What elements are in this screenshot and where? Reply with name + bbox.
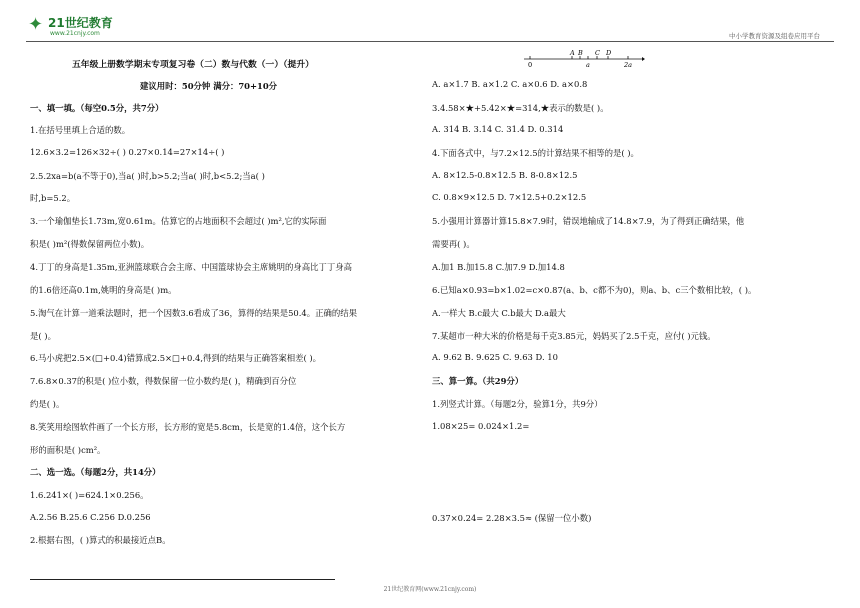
question-line: 2.根据右图，( )算式的积最接近点B。 bbox=[30, 535, 171, 545]
question-line: 5.小强用计算器计算15.8×7.9时，错误地输成了14.8×7.9，为了得到正确结果，他 bbox=[432, 216, 745, 226]
section-heading: 三、算一算。（共29分） bbox=[432, 376, 524, 386]
answer-options: A.2.56 B.25.6 C.256 D.0.256 bbox=[30, 512, 151, 522]
question-line: 时,b=5.2。 bbox=[30, 193, 76, 203]
point-label-a: A bbox=[570, 49, 575, 57]
point-label-c: C bbox=[595, 49, 600, 57]
question-line: 8.笑笑用绘图软件画了一个长方形，长方形的宽是5.8cm，长是宽的1.4倍，这个长方 bbox=[30, 422, 346, 432]
runner-logo-icon: ✦ bbox=[28, 14, 44, 35]
question-line: 12.6×3.2=126×32÷( ) 0.27×0.14=27×14÷( ) bbox=[30, 147, 225, 157]
logo-url: www.21cnjy.com bbox=[50, 30, 100, 37]
question-line: 1.6.241×( )=624.1×0.256。 bbox=[30, 490, 149, 500]
tick-label-zero: 0 bbox=[528, 61, 533, 68]
point-label-b: B bbox=[578, 49, 583, 57]
page-subtitle: 建议用时：50分钟 满分：70+10分 bbox=[140, 81, 278, 91]
tick-label-2a: 2a bbox=[624, 61, 633, 68]
question-line: 6.已知a×0.93=b×1.02=c×0.87(a、b、c都不为0)，则a、b、c三个数相比较，( )。 bbox=[432, 285, 757, 295]
answer-options: A.一样大 B.c最大 C.b最大 D.a最大 bbox=[432, 308, 566, 318]
question-line: 4.下面各式中，与7.2×12.5的计算结果不相等的是( )。 bbox=[432, 148, 639, 158]
calculation-line: 1.08×25= 0.024×1.2= bbox=[432, 421, 530, 431]
section-heading: 一、填一填。（每空0.5分，共7分） bbox=[30, 103, 164, 113]
answer-options: A. 314 B. 3.14 C. 31.4 D. 0.314 bbox=[432, 124, 564, 134]
tick-label-a: a bbox=[586, 61, 590, 68]
section-heading: 二、选一选。（每题2分，共14分） bbox=[30, 467, 161, 477]
logo-text: 21世纪教育 bbox=[48, 16, 113, 30]
calculation-line: 0.37×0.24= 2.28×3.5≈ (保留一位小数) bbox=[432, 513, 592, 523]
question-line: 3.一个瑜伽垫长1.73m,宽0.61m。估算它的占地面积不会超过( )m²,它的实际面 bbox=[30, 216, 327, 226]
question-line: 约是( )。 bbox=[30, 399, 65, 409]
question-line: 5.淘气在计算一道乘法题时，把一个因数3.6看成了36，算得的结果是50.4。正确的结果 bbox=[30, 308, 357, 318]
header-divider bbox=[26, 41, 834, 42]
question-line: 需要再( )。 bbox=[432, 239, 475, 249]
number-line-figure bbox=[520, 48, 645, 68]
question-line: 3.4.58×★+5.42×★=314,★表示的数是( )。 bbox=[432, 103, 609, 113]
question-line: 7.某超市一种大米的价格是每千克3.85元，妈妈买了2.5千克，应付( )元钱。 bbox=[432, 331, 716, 341]
question-line: 6.马小虎把2.5×(□+0.4)错算成2.5×□+0.4,得到的结果与正确答案相差( )。 bbox=[30, 353, 322, 363]
answer-options: C. 0.8×9×12.5 D. 7×12.5+0.2×12.5 bbox=[432, 192, 587, 202]
question-line: 形的面积是( )cm²。 bbox=[30, 445, 106, 455]
question-line: 1.列竖式计算。（每题2分，验算1分，共9分） bbox=[432, 399, 603, 409]
page-title: 五年级上册数学期末专项复习卷（二）数与代数（一）（提升） bbox=[72, 60, 314, 70]
footer-divider bbox=[30, 579, 335, 580]
question-line: 7.6.8×0.37的积是( )位小数，得数保留一位小数约是( )，精确到百分位 bbox=[30, 376, 297, 386]
logo bbox=[28, 12, 114, 40]
question-line: 是( )。 bbox=[30, 331, 56, 341]
answer-options: A. 9.62 B. 9.625 C. 9.63 D. 10 bbox=[432, 352, 558, 362]
question-line: 2.5.2xa=b(a不等于0),当a( )时,b>5.2;当a( )时,b<5.2;当a( ) bbox=[30, 171, 265, 181]
question-line: 积是( )m²(得数保留两位小数)。 bbox=[30, 239, 150, 249]
answer-options: A. a×1.7 B. a×1.2 C. a×0.6 D. a×0.8 bbox=[432, 79, 588, 89]
point-label-d: D bbox=[606, 49, 612, 57]
footer-text: 21世纪教育网(www.21cnjy.com) bbox=[383, 586, 477, 593]
question-line: 的1.6倍还高0.1m,姚明的身高是( )m。 bbox=[30, 285, 177, 295]
answer-options: A. 8×12.5-0.8×12.5 B. 8-0.8×12.5 bbox=[432, 170, 578, 180]
number-line-svg bbox=[520, 48, 645, 68]
header-right-text: 中小学教育资源及组卷应用平台 bbox=[729, 32, 820, 40]
question-line: 4.丁丁的身高是1.35m,亚洲篮球联合会主席、中国篮球协会主席姚明的身高比丁丁身高 bbox=[30, 262, 352, 272]
question-line: 1.在括号里填上合适的数。 bbox=[30, 125, 131, 135]
answer-options: A.加1 B.加15.8 C.加7.9 D.加14.8 bbox=[432, 262, 565, 272]
